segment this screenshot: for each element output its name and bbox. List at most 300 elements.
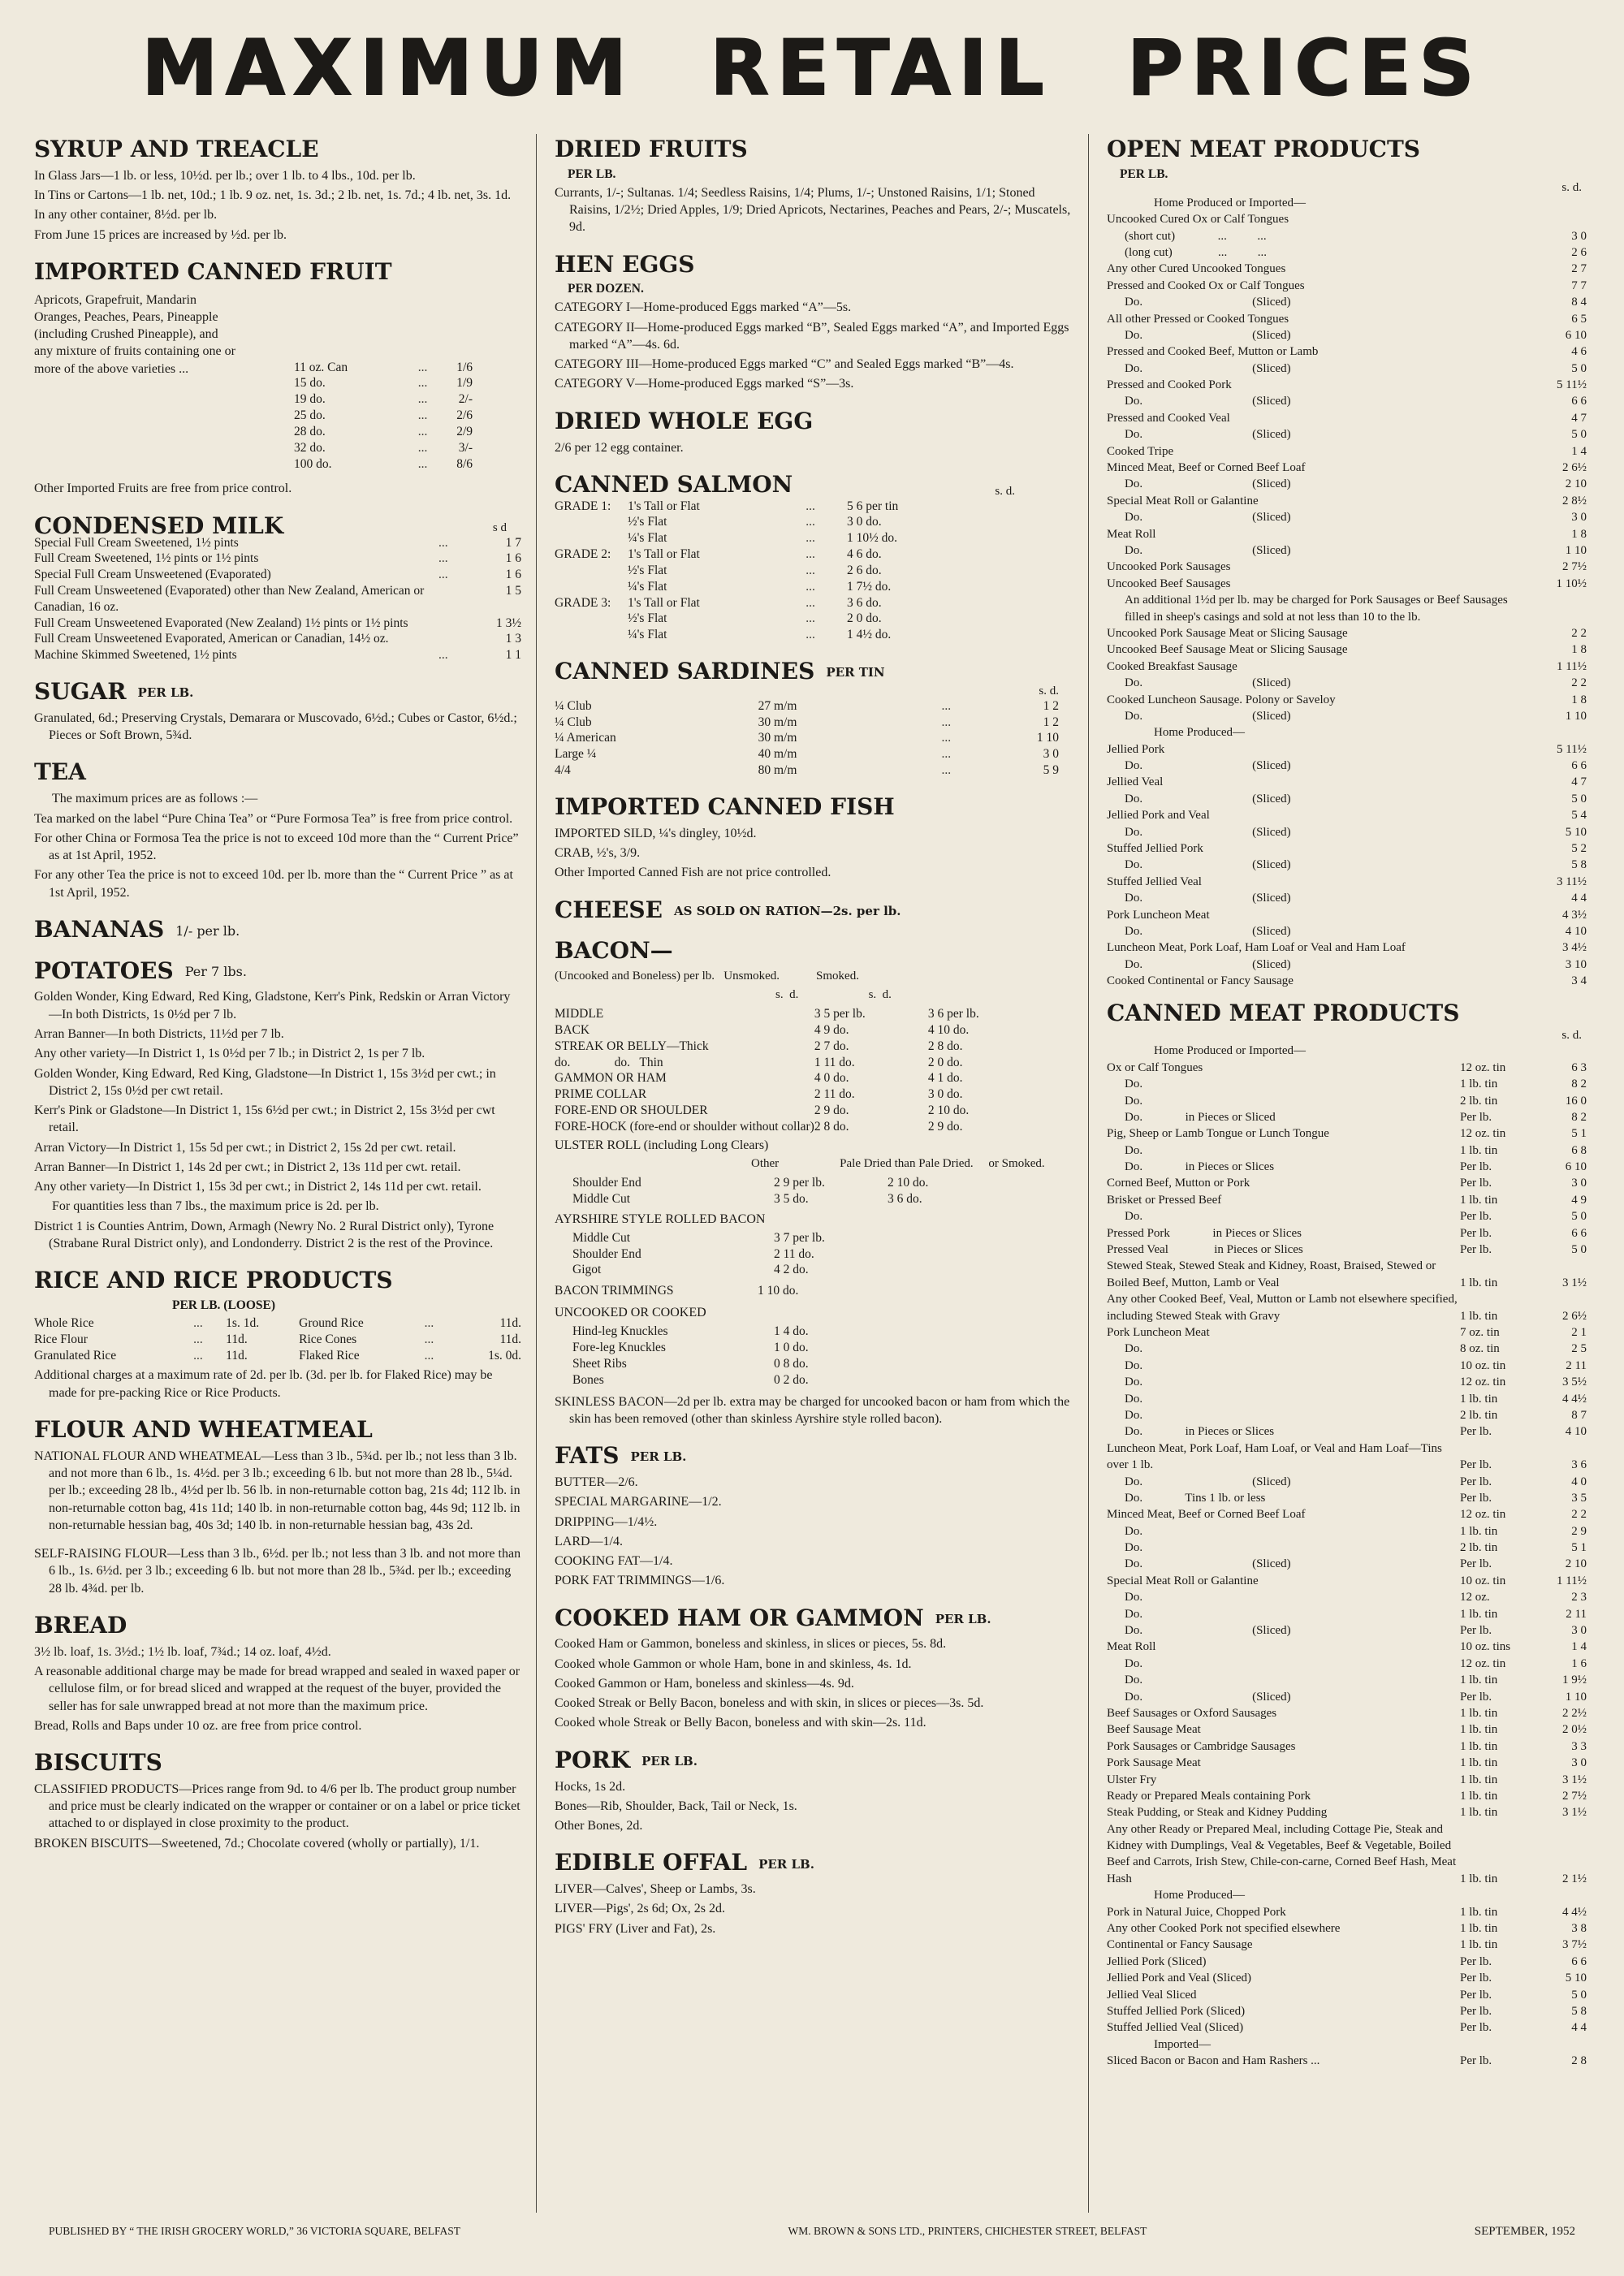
- uncooked-or-cooked-heading: UNCOOKED OR COOKED: [555, 1306, 706, 1320]
- section-rice: [34, 1268, 521, 1401]
- table-row: [1107, 824, 1587, 840]
- table-row: [555, 611, 1073, 627]
- paragraph: Cooked Gammon or Ham, boneless and skinless—4s. 9d.: [555, 1676, 854, 1691]
- tin-size: 1 lb. tin: [1460, 1756, 1498, 1770]
- paragraph: District 1 is Counties Antrim, Down, Armagh (Newry No. 2 Rural District only), Tyrone (Strabane Rural District only), and Londonderry. District 2 is the rest of the Province.: [34, 1219, 495, 1250]
- section-subhead: PER LB.: [568, 166, 616, 181]
- item-price: 2/-: [458, 392, 473, 407]
- item-price: 5 8: [1571, 858, 1587, 872]
- item-name: Cooked Breakfast Sausage: [1107, 659, 1237, 673]
- table-row: [555, 1262, 1073, 1278]
- table-row: [1107, 1225, 1587, 1242]
- table-row: [555, 1283, 1073, 1299]
- tin-size: Per lb.: [1460, 1177, 1492, 1190]
- table-row: [1107, 840, 1587, 857]
- paragraph: Other Imported Fruits are free from price control.: [34, 482, 292, 496]
- tin-size: 12 oz. tin: [1460, 1127, 1506, 1141]
- table-row: [1107, 1043, 1587, 1059]
- paragraph: Kerr's Pink or Gladstone—In District 1, 15s 6½d per cwt.; in District 2, 15s 3½d per cwt retail.: [34, 1103, 495, 1135]
- item-name: Ready or Prepared Meals containing Pork: [1107, 1789, 1311, 1803]
- can-size: 28 do.: [294, 424, 326, 438]
- item-name: Special Full Cream Sweetened, 1½ pints: [34, 535, 239, 550]
- leader-dots: ...: [806, 611, 815, 626]
- item-name: Do. (Sliced): [1125, 759, 1291, 773]
- heading-text: COOKED HAM OR GAMMON: [555, 1604, 924, 1631]
- smoked-price: 2 8 do.: [927, 1039, 963, 1053]
- smoked-price: 2 0 do.: [927, 1055, 963, 1069]
- item-price: 3 0: [1571, 511, 1587, 525]
- item-price: 1 11½: [1557, 1574, 1587, 1587]
- item-price: 3 0 do.: [847, 515, 882, 529]
- item-name: Any other Cooked Pork not specified elsewhere: [1107, 1922, 1341, 1936]
- tin-size: Per lb.: [1460, 1243, 1492, 1257]
- item-name: Do. (Sliced): [1125, 511, 1291, 525]
- table-row: [1107, 576, 1587, 592]
- item-price: 1 8: [1571, 693, 1587, 706]
- item-name: ¼'s Flat: [628, 628, 667, 642]
- section-bread: [34, 1613, 521, 1734]
- item-price: 1 10: [1036, 731, 1059, 745]
- leader-dots: ...: [424, 1348, 434, 1363]
- item-price: 3 4½: [1562, 941, 1587, 955]
- fruit-block: [34, 290, 521, 473]
- section-tea: [34, 760, 521, 900]
- sardines-price-table: [555, 698, 1073, 779]
- leader-dots: ...: [424, 1332, 434, 1346]
- item-name: Pressed and Cooked Veal: [1107, 411, 1230, 425]
- item-name: Pressed Pork in Pieces or Slices: [1107, 1226, 1302, 1240]
- paragraph: BUTTER—2/6.: [555, 1475, 638, 1489]
- item-price: 4 10: [1565, 924, 1587, 938]
- table-row: [1107, 1324, 1587, 1341]
- table-row: [1107, 857, 1587, 873]
- item-name: Pressed Veal in Pieces or Slices: [1107, 1243, 1303, 1257]
- section-heading: RICE AND RICE PRODUCTS: [34, 1267, 393, 1294]
- table-row: [1107, 460, 1587, 476]
- table-row: [1107, 1804, 1587, 1820]
- item-name: PRIME COLLAR: [555, 1087, 647, 1102]
- tin-size: Per lb.: [1460, 1475, 1492, 1488]
- paragraph: NATIONAL FLOUR AND WHEATMEAL—Less than 3 lb., 5¾d. per lb.; not less than 3 lb. and not more than 6 lb., 1s. 4½d. per 3 lb.; exceeding 6 lb. but not more than 28 lb., 5¼d. per lb.; exceeding 28 lb., 4½d per lb. 56 lb. in non-returnable cotton bag, 21s 4d; 112 lb. in non-returnable cotton bag, 41s 11d; 140 lb. in non-returnable cotton bag, 44s 9d; 112 lb. in non-returnable hessian bag, 40s 3d; 140 lb. in non-returnable hessian bag, 43s 2d.: [34, 1449, 520, 1532]
- table-row: [1107, 559, 1587, 575]
- tin-size: 12 oz.: [1460, 1591, 1490, 1604]
- leader-dots: ...: [806, 579, 815, 594]
- leader-dots: ...: [806, 595, 815, 610]
- pale-dried-price: 3 6 do.: [888, 1191, 922, 1206]
- table-row: [1107, 244, 1587, 261]
- section-imported-canned-fruit: [34, 257, 521, 498]
- item-price: 1 4: [1571, 444, 1587, 458]
- table-row: [1107, 2053, 1587, 2069]
- item-price: 1 10: [1565, 1690, 1587, 1704]
- item-price: 3 6 do.: [847, 595, 882, 610]
- item-price: 2 9: [1571, 1524, 1587, 1538]
- section-bacon: [555, 939, 1073, 1427]
- tin-size: 1 lb. tin: [1460, 1806, 1498, 1820]
- item-price: 4 7: [1571, 411, 1587, 425]
- item-price: 1 5: [505, 584, 521, 598]
- table-row: [555, 1372, 1073, 1388]
- paragraph: Cooked Streak or Belly Bacon, boneless and with skin, in slices or pieces—3s. 5d.: [555, 1696, 984, 1711]
- table-row: [1107, 377, 1587, 393]
- item-price: 6 6: [1571, 759, 1587, 773]
- table-row: [1107, 1523, 1587, 1540]
- item-price: 5 11½: [1557, 742, 1587, 756]
- item-price: 2 7½: [1562, 1789, 1587, 1803]
- leader-dots: ...: [438, 535, 448, 550]
- table-row: [1107, 1159, 1587, 1175]
- table-row: [1107, 2003, 1587, 2019]
- tin-size: 2 lb. tin: [1460, 1408, 1498, 1422]
- item-name: Do. (Sliced): [1125, 1475, 1291, 1488]
- section-canned-meat-products: [1107, 1001, 1587, 2070]
- grade-label: [555, 579, 628, 595]
- tin-size: 8 oz. tin: [1460, 1342, 1500, 1356]
- item-price: 2 7: [1571, 262, 1587, 276]
- heading-sub: PER LB.: [137, 685, 194, 701]
- table-row: [1107, 211, 1587, 227]
- item-name: Do. (Sliced): [1125, 892, 1291, 905]
- item-name: ½'s Flat: [628, 563, 667, 577]
- tin-size: 12 oz. tin: [1460, 1656, 1506, 1670]
- leader-dots: ...: [424, 1315, 434, 1330]
- table-row: [34, 1315, 521, 1332]
- table-row: [1107, 228, 1587, 244]
- item-name: Do. (Sliced): [1125, 709, 1291, 723]
- column-header-sd: s. d.: [995, 484, 1015, 498]
- item-name: Jellied Veal: [1107, 775, 1164, 789]
- item-price: 8 2: [1571, 1110, 1587, 1124]
- item-price: 4 4: [1571, 2021, 1587, 2035]
- item-price: 1 10 do.: [758, 1284, 799, 1298]
- paragraph: CATEGORY II—Home-produced Eggs marked “B”, Sealed Eggs marked “A”, and Imported Eggs marked “A”—4s. 6d.: [555, 320, 1069, 352]
- item-name: ½'s Flat: [628, 611, 667, 626]
- item-name: Special Meat Roll or Galantine: [1107, 494, 1259, 507]
- paragraph: DRIPPING—1/4½.: [555, 1514, 658, 1529]
- open-meat-table: [1107, 195, 1587, 990]
- item-price: 4 4½: [1562, 1905, 1587, 1919]
- item-price: 2 5: [1571, 1342, 1587, 1356]
- section-dried-fruits: [555, 137, 1073, 236]
- tin-size: Per lb.: [1460, 1624, 1492, 1638]
- item-price: 2 3: [1571, 1591, 1587, 1604]
- item-name: Home Produced or Imported—: [1154, 1044, 1307, 1058]
- item-name: Full Cream Unsweetened Evaporated, American or Canadian, 14½ oz.: [34, 632, 389, 646]
- section-heading: TEA: [34, 758, 86, 786]
- item-name: Sheet Ribs: [572, 1357, 627, 1371]
- tin-size: 2 lb. tin: [1460, 1094, 1498, 1108]
- item-price: [1530, 592, 1587, 625]
- item-price: 2 8½: [1562, 494, 1587, 507]
- item-name: STREAK OR BELLY—Thick: [555, 1039, 709, 1053]
- item-name: Do. Tins 1 lb. or less: [1125, 1491, 1266, 1505]
- item-price: 2 6: [1571, 245, 1587, 259]
- table-row: [1107, 294, 1587, 310]
- section-dried-whole-egg: [555, 409, 1073, 456]
- canned-meat-table: [1107, 1043, 1587, 2069]
- table-row: [1107, 708, 1587, 724]
- section-heading: IMPORTED CANNED FRUIT: [34, 257, 392, 285]
- table-row: [555, 563, 1073, 579]
- item-price: 2 0½: [1562, 1723, 1587, 1737]
- ulster-roll-table: [555, 1175, 1073, 1207]
- item-name: Stuffed Jellied Pork (Sliced): [1107, 2005, 1246, 2018]
- item-price: 3 11½: [1557, 875, 1587, 888]
- table-row: [1107, 1606, 1587, 1622]
- item-name: Beef Sausages or Oxford Sausages: [1107, 1706, 1277, 1720]
- publication-date: SEPTEMBER, 1952: [1474, 2225, 1575, 2238]
- tin-size: Per lb.: [1460, 1458, 1492, 1472]
- smoked-price: 4 1 do.: [927, 1071, 963, 1086]
- table-row: [555, 546, 1073, 563]
- item-name: Ground Rice: [299, 1315, 364, 1330]
- item-price: 2 1: [1571, 1325, 1587, 1339]
- table-row: [1107, 1920, 1587, 1937]
- item-price: 2 6 do.: [847, 563, 882, 577]
- heading-text: FATS: [555, 1442, 620, 1470]
- item-price: 6 10: [1565, 1160, 1587, 1174]
- item-price: 5 0: [1571, 792, 1587, 805]
- item-name: Bones: [572, 1372, 604, 1387]
- table-row: [294, 440, 473, 456]
- tin-size: [1460, 2036, 1538, 2053]
- item-name: Do. (Sliced): [1125, 924, 1291, 938]
- paragraph: A reasonable additional charge may be made for bread wrapped and sealed in waxed paper or cellulose film, or for bread sliced and wrapped at the request of the buyer, provided the seller has for sale unwrapped bread at not more than the maximum price.: [34, 1664, 520, 1713]
- item-name: Do. in Pieces or Slices: [1125, 1160, 1275, 1174]
- table-row: [1107, 659, 1587, 675]
- item-name: Ulster Fry: [1107, 1773, 1157, 1786]
- item-price: 1 11½: [1557, 659, 1587, 673]
- heading-sub: 1/- per lb.: [175, 922, 240, 939]
- tin-size: 1 lb. tin: [1460, 1524, 1498, 1538]
- item-price: 1 8: [1571, 643, 1587, 657]
- item-name: ¼'s Flat: [628, 531, 667, 546]
- item-price: 3/-: [458, 440, 473, 455]
- item-price: [1530, 724, 1587, 741]
- item-price: 3 3: [1571, 1739, 1587, 1753]
- grade-label: GRADE 1:: [555, 499, 611, 513]
- item-price: 1 3: [505, 632, 521, 646]
- tin-size: 12 oz. tin: [1460, 1060, 1506, 1074]
- section-syrup: [34, 137, 521, 244]
- table-row: [34, 1348, 521, 1364]
- smoked-price: 2 9 do.: [927, 1119, 963, 1134]
- item-name: Do. (Sliced): [1125, 428, 1291, 442]
- table-row: [1107, 1970, 1587, 1986]
- leader-dots: ...: [193, 1348, 203, 1363]
- paragraph: LIVER—Pigs', 2s 6d; Ox, 2s 2d.: [555, 1902, 726, 1916]
- item-price: 5 0: [1571, 428, 1587, 442]
- tin-size: 1 lb. tin: [1460, 1872, 1498, 1885]
- item-price: 6 3: [1571, 1060, 1587, 1074]
- table-row: [294, 360, 473, 376]
- table-row: [1107, 1506, 1587, 1522]
- unsmoked-price: 4 0 do.: [814, 1071, 849, 1086]
- item-price: 4 9: [1571, 1193, 1587, 1207]
- item-name: Large ¼: [555, 747, 597, 762]
- table-row: [1107, 1755, 1587, 1771]
- tin-size: Per lb.: [1460, 1425, 1492, 1439]
- paragraph: Cooked whole Streak or Belly Bacon, boneless and with skin—2s. 11d.: [555, 1716, 926, 1730]
- tin-size: 30 m/m: [758, 731, 797, 745]
- section-flour: [34, 1415, 521, 1597]
- item-name: Do. (Sliced): [1125, 1690, 1291, 1704]
- item-price: 4 4: [1571, 892, 1587, 905]
- table-row: [1107, 907, 1587, 923]
- item-price: 1 6: [505, 568, 521, 582]
- column-header-sd: s d: [492, 520, 507, 534]
- table-row: [1107, 1423, 1587, 1440]
- table-row: [1107, 1125, 1587, 1142]
- table-row: [1107, 1175, 1587, 1191]
- item-price: 4 3½: [1562, 908, 1587, 922]
- leader-dots: ...: [806, 547, 815, 562]
- tin-size: Per lb.: [1460, 2021, 1492, 2035]
- item-price: 3 5½: [1562, 1376, 1587, 1389]
- item-price: 1 4 do.: [774, 1324, 809, 1339]
- item-price: 8 4: [1571, 296, 1587, 309]
- item-name: Pork Sausage Meat: [1107, 1756, 1201, 1770]
- item-price: [1530, 195, 1587, 211]
- item-name: Do. (Sliced): [1125, 395, 1291, 408]
- tin-size: 1 lb. tin: [1460, 1078, 1498, 1091]
- can-size: 25 do.: [294, 408, 326, 423]
- item-name: Machine Skimmed Sweetened, 1½ pints: [34, 648, 237, 663]
- section-heading: BISCUITS: [34, 1749, 162, 1777]
- table-row: [1107, 1639, 1587, 1655]
- item-price: 11d.: [226, 1332, 248, 1346]
- fruit-price-table: [294, 360, 473, 473]
- table-row: [555, 1324, 1073, 1340]
- section-heading: DRIED WHOLE EGG: [555, 407, 814, 434]
- leader-dots: ...: [417, 440, 428, 455]
- item-name: Steak Pudding, or Steak and Kidney Pudding: [1107, 1806, 1328, 1820]
- leader-dots: ...: [941, 715, 952, 729]
- item-name: (short cut) ... ...: [1125, 229, 1267, 243]
- item-price: 5 0: [1571, 1988, 1587, 2002]
- table-row: [1107, 807, 1587, 823]
- section-heading: BACON—: [555, 937, 673, 965]
- heading-text: CHEESE: [555, 896, 663, 923]
- item-price: 1 2: [1043, 698, 1059, 713]
- item-price: 5 0: [1571, 1243, 1587, 1257]
- paragraph: In Tins or Cartons—1 lb. net, 10d.; 1 lb. 9 oz. net, 1s. 3d.; 2 lb. net, 1s. 7d.; 4 lb. net, 3s. 1d.: [34, 188, 512, 203]
- table-row: [1107, 1656, 1587, 1672]
- item-price: 6 5: [1571, 312, 1587, 326]
- table-row: [1107, 1987, 1587, 2003]
- item-name: Stuffed Jellied Veal (Sliced): [1107, 2021, 1244, 2035]
- item-name: Do.: [1125, 1408, 1143, 1422]
- can-size: 100 do.: [294, 456, 332, 471]
- item-price: 5 0: [1571, 361, 1587, 375]
- grade-label: GRADE 2:: [555, 547, 611, 562]
- item-name: Luncheon Meat, Pork Loaf, Ham Loaf, or Veal and Ham Loaf—Tins over 1 lb.: [1107, 1441, 1445, 1472]
- paragraph: LARD—1/4.: [555, 1534, 623, 1548]
- item-name: Sliced Bacon or Bacon and Ham Rashers ...: [1107, 2054, 1320, 2068]
- item-name: Rice Cones: [299, 1332, 357, 1346]
- grade-label: [555, 530, 628, 546]
- item-price: 3 7½: [1562, 1938, 1587, 1952]
- item-name: Continental or Fancy Sausage: [1107, 1938, 1253, 1952]
- table-row: [555, 1175, 1073, 1191]
- table-row: [1107, 774, 1587, 790]
- column-2: [536, 134, 1088, 2213]
- item-price: 1 8: [1571, 527, 1587, 541]
- section-heading: BREAD: [34, 1611, 127, 1639]
- table-row: [1107, 692, 1587, 708]
- table-row: [555, 1356, 1073, 1372]
- table-row: [1107, 1374, 1587, 1390]
- table-row: [34, 615, 521, 632]
- item-price: 8/6: [456, 456, 473, 471]
- unsmoked-price: 4 9 do.: [814, 1022, 849, 1037]
- paragraph: PIGS' FRY (Liver and Fat), 2s.: [555, 1921, 716, 1936]
- item-name: Ox or Calf Tongues: [1107, 1060, 1203, 1074]
- bacon-trimmings-row: [555, 1283, 1073, 1299]
- table-row: [1107, 1821, 1587, 1888]
- item-name: Do.: [1125, 1376, 1143, 1389]
- table-row: [1107, 1689, 1587, 1705]
- item-name: Do. (Sliced): [1125, 328, 1291, 342]
- section-heading: FLOUR AND WHEATMEAL: [34, 1415, 373, 1443]
- heading-sub: PER LB.: [641, 1753, 698, 1769]
- item-name: Cooked Tripe: [1107, 444, 1174, 458]
- item-price: 2 10: [1565, 477, 1587, 491]
- can-size: 15 do.: [294, 376, 326, 391]
- paragraph: 2/6 per 12 egg container.: [555, 440, 684, 455]
- item-price: [1538, 2036, 1587, 2053]
- table-row: [555, 746, 1073, 762]
- tin-size: 10 oz. tins: [1460, 1640, 1511, 1654]
- paragraph: IMPORTED SILD, ¼'s dingley, 10½d.: [555, 826, 757, 840]
- table-row: [1107, 758, 1587, 774]
- table-row: [555, 730, 1073, 746]
- table-row: [1107, 973, 1587, 989]
- paragraph: In any other container, 8½d. per lb.: [34, 208, 218, 222]
- item-price: 1 9½: [1562, 1674, 1587, 1687]
- section-cheese: [555, 898, 1073, 923]
- leader-dots: ...: [417, 376, 428, 391]
- item-price: 5 9: [1043, 763, 1059, 778]
- item-name: MIDDLE: [555, 1007, 604, 1021]
- table-row: [1107, 278, 1587, 294]
- item-price: 4 2 do.: [774, 1263, 809, 1277]
- paragraph: SELF-RAISING FLOUR—Less than 3 lb., 6½d. per lb.; not less than 3 lb. and not more than 6 lb., 1s. 6½d. per 3 lb.; exceeding 6 lb. but not more than 28 lb., 5¾d. per lb.; exceeding 28 lb. 4¾d. per lb.: [34, 1547, 521, 1596]
- table-row: [1107, 675, 1587, 691]
- ayrshire-heading: AYRSHIRE STYLE ROLLED BACON: [555, 1211, 766, 1226]
- rice-price-table: [34, 1315, 521, 1363]
- section-heading: [555, 1606, 1073, 1631]
- section-heading: DRIED FRUITS: [555, 136, 748, 162]
- item-price: 6 6: [1571, 395, 1587, 408]
- item-price: 8 7: [1571, 1408, 1587, 1422]
- item-price: 1 10: [1565, 544, 1587, 557]
- item-name: Pressed and Cooked Beef, Mutton or Lamb: [1107, 345, 1319, 359]
- item-name: FORE-HOCK (fore-end or shoulder without collar): [555, 1119, 814, 1134]
- tin-size: 1 lb. tin: [1460, 1674, 1498, 1687]
- table-row: [1107, 393, 1587, 409]
- leader-dots: ...: [193, 1315, 203, 1330]
- table-row: [1107, 724, 1587, 741]
- tin-size: 12 oz. tin: [1460, 1376, 1506, 1389]
- item-price: 3 0: [1043, 747, 1059, 762]
- paragraph: Additional charges at a maximum rate of 2d. per lb. (3d. per lb. for Flaked Rice) may be made for pre-packing Rice or Rice Products.: [34, 1368, 493, 1400]
- tin-size: 10 oz. tin: [1460, 1358, 1506, 1372]
- leader-dots: ...: [941, 747, 952, 762]
- item-price: 2 11: [1566, 1358, 1587, 1372]
- item-price: 3 7 per lb.: [774, 1230, 825, 1245]
- tin-size: 1 lb. tin: [1460, 1309, 1498, 1323]
